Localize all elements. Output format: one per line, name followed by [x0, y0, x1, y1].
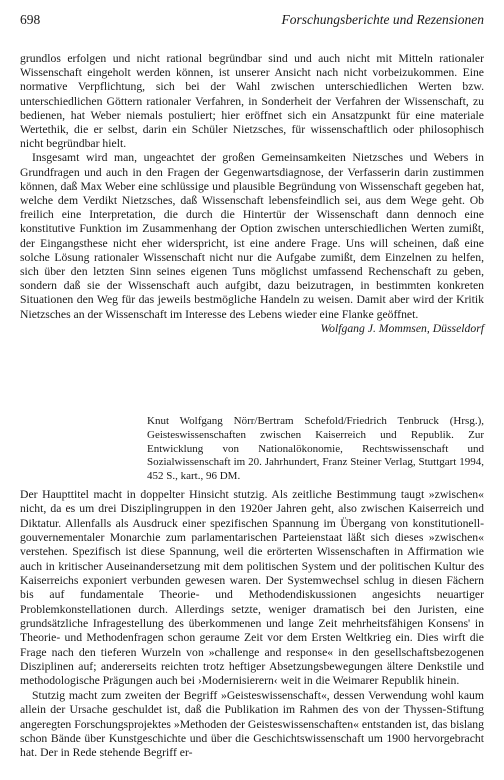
reviewer-signature: Wolfgang J. Mommsen, Düsseldorf	[320, 321, 484, 335]
review-body	[20, 488, 484, 761]
page-number: 698	[20, 12, 41, 27]
body-paragraph: grundlos erfolgen und nicht rational begründbar sind und auch nicht mit Mitteln rationaler Wissenschaft eingeholt werden können, ist unserer Ansicht nach nicht vorbeizukommen. Eine normative Verpflichtung, sich bei der Wahl zwischen unterschiedlichen Werten bzw. unterschiedlichen Göttern rationaler Verfahren, in Sonderheit der Verfahren der Wissenschaft, zu bedienen, hat Weber niemals postuliert; hier eröffnet sich ein Ansatzpunkt für eine materiale Wertethik, die er selbst, darin ein Schüler Nietzsches, für wissenschaftlich oder philosophisch nicht begründbar hielt.	[20, 52, 484, 151]
running-head: Forschungsberichte und Rezensionen	[281, 12, 484, 27]
body-paragraph: Der Haupttitel macht in doppelter Hinsicht stutzig. Als zeitliche Bestimmung taugt »zwischen« nicht, da es um drei Disziplingruppen in den 1920er Jahren geht, also zwischen Kaiserreich und Diktatur. Allenfalls als Ausdruck einer spezifischen Spannung im Übergang von konstitutionell-gouvernementaler Monarchie zum parlamentarischen Parteienstaat läßt sich dieses »zwischen« verstehen. Spezifisch ist diese Spannung, weil die erörterten Wissenschaften in Affirmation wie auch in kritischer Auseinandersetzung mit dem politischen System und der politischen Kultur des Kaiserreichs exponiert verbunden gewesen waren. Der Systemwechsel schlug in diesen Fächern bis auf fundamentale Theorie- und Methodendiskussionen angesichts neuartiger Problemkonstellationen durch. Allerdings setzte, weniger dramatisch bei den Juristen, eine grundsätzliche Infragestellung des überkommenen und lange Zeit mehrheitsfähigen Konsens' in Theorie- und Methodenfragen schon geraume Zeit vor dem Ersten Weltkrieg ein. Dies wirft die Frage nach den tieferen Wurzeln von »challenge and response« in den gesellschaftsbezogenen Disziplinen auf; andererseits reichten trotz heftiger Absetzungsbewegungen ältere Denkstile und methodologische Prägungen auch bei ›Modernisierern‹ weit in die Weimarer Republik hinein.	[20, 488, 484, 688]
review-continuation	[20, 52, 484, 336]
body-paragraph: Insgesamt wird man, ungeachtet der großen Gemeinsamkeiten Nietzsches und Webers in Grundfragen und auch in den Fragen der Gegenwartsdiagnose, der Verfasserin darin zustimmen können, daß Max Weber eine schlüssige und plausible Begründung von Wissenschaft gegeben hat, welche dem Verdikt Nietzsches, daß Wissenschaft lebensfeindlich sei, aus dem Wege geht. Ob freilich eine Interpretation, die durch die Hintertür der Wissenschaft dann dennoch eine konstitutive Funktion im Zusammenhang der Option zwischen unterschiedlichen Werten zumißt, der Eingangsthese nicht eher widerspricht, ist eine andere Frage. Uns will scheinen, daß eine solche Lösung rationaler Wissenschaft nicht nur die Aufgabe zumißt, dem Einzelnen zu helfen, sich über den letzten Sinn seines eigenen Tuns möglichst umfassend Rechenschaft zu geben, sondern daß sie der Wissenschaft auch aufgibt, dazu beizutragen, in bestimmten konkreten Situationen den Weg für das jeweils bestmögliche Handeln zu weisen. Damit aber wird der Kritik Nietzsches an der Wissenschaft im Interesse des Lebens wieder eine Flanke geöffnet.	[20, 151, 484, 321]
page-header	[20, 12, 484, 32]
body-paragraph: Stutzig macht zum zweiten der Begriff »Geisteswissenschaft«, dessen Verwendung wohl kaum allein der Ursache geschuldet ist, daß die Publikation im Rahmen des von der Thyssen-Stiftung angeregten Forschungsprojektes »Methoden der Geisteswissenschaften« entstanden ist, das bislang schon Bände über Kunstgeschichte und über die Geschichtswissenschaft um 1900 hervorgebracht hat. Der in Rede stehende Begriff er-	[20, 688, 484, 760]
review-citation: Knut Wolfgang Nörr/Bertram Schefold/Friedrich Tenbruck (Hrsg.), Geisteswissenschaften zwischen Kaiserreich und Republik. Zur Entwicklung von Nationalökonomie, Rechtswissenschaft und Sozialwissenschaft im 20. Jahrhundert, Franz Steiner Verlag, Stuttgart 1994, 452 S., kart., 96 DM.	[147, 415, 484, 483]
